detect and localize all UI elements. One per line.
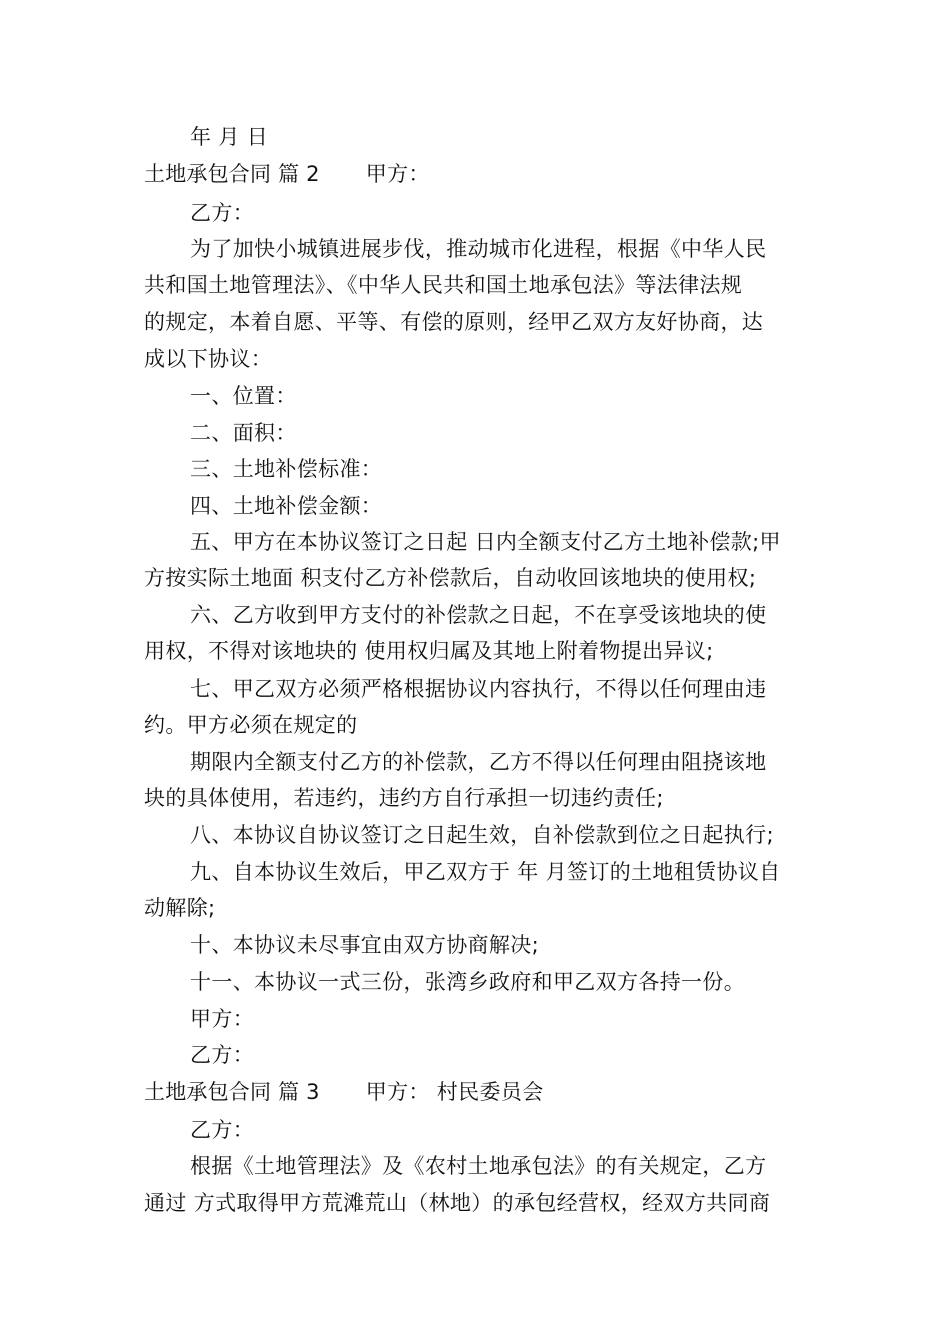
paragraph-line: 方按实际土地面 积支付乙方补偿款后，自动收回该地块的使用权; xyxy=(144,566,757,590)
paragraph-line: 约。甲方必须在规定的 xyxy=(144,713,358,737)
paragraph-line: 用权，不得对该地块的 使用权归属及其地上附着物提出异议; xyxy=(144,639,714,663)
section-title: 土地承包合同 篇 2 xyxy=(144,162,320,186)
signature-party-a: 甲方： xyxy=(190,1007,255,1031)
section-heading-3 xyxy=(144,1080,808,1104)
paragraph-line: 期限内全额支付乙方的补偿款，乙方不得以任何理由阻挠该地 xyxy=(190,750,767,774)
party-b-label: 乙方： xyxy=(190,201,255,225)
paragraph-line: 八、本协议自协议签订之日起生效，自补偿款到位之日起执行; xyxy=(190,823,774,847)
paragraph-line: 五、甲方在本协议签订之日起 日内全额支付乙方土地补偿款;甲 xyxy=(190,530,781,554)
paragraph-line: 块的具体使用，若违约，违约方自行承担一切违约责任; xyxy=(144,786,664,810)
section-title: 土地承包合同 篇 3 xyxy=(144,1080,320,1104)
paragraph-line: 成以下协议： xyxy=(144,347,273,371)
paragraph-line: 十一、本协议一式三份，张湾乡政府和甲乙双方各持一份。 xyxy=(190,970,746,994)
section-heading-2 xyxy=(144,162,808,186)
clause-amount: 四、土地补偿金额： xyxy=(190,494,383,518)
paragraph-line: 十、本协议未尽事宜由双方协商解决; xyxy=(190,933,540,957)
paragraph-line: 七、甲乙双方必须严格根据协议内容执行，不得以任何理由违 xyxy=(190,677,767,701)
clause-standard: 三、土地补偿标准： xyxy=(190,457,383,481)
paragraph-line: 通过 方式取得甲方荒滩荒山（林地）的承包经营权，经双方共同商 xyxy=(144,1191,771,1215)
paragraph-line: 动解除; xyxy=(144,896,216,920)
paragraph-line: 为了加快小城镇进展步伐，推动城市化进程，根据《中华人民 xyxy=(190,237,767,261)
party-b-label: 乙方： xyxy=(190,1118,255,1142)
date-line: 年 月 日 xyxy=(190,125,269,149)
paragraph-line: 根据《土地管理法》及《农村土地承包法》的有关规定，乙方 xyxy=(190,1154,767,1178)
paragraph-line: 共和国土地管理法》、《中华人民共和国土地承包法》等法律法规 xyxy=(144,273,743,297)
paragraph-line: 九、自本协议生效后，甲乙双方于 年 月签订的土地租赁协议自 xyxy=(190,860,781,884)
clause-location: 一、位置： xyxy=(190,384,297,408)
paragraph-line: 的规定，本着自愿、平等、有偿的原则，经甲乙双方友好协商，达 xyxy=(144,310,764,334)
clause-area: 二、面积： xyxy=(190,421,297,445)
party-a-label: 甲方： 村民委员会 xyxy=(365,1080,544,1104)
party-a-label: 甲方： xyxy=(365,162,430,186)
signature-party-b: 乙方： xyxy=(190,1043,255,1067)
paragraph-line: 六、乙方收到甲方支付的补偿款之日起，不在享受该地块的使 xyxy=(190,603,767,627)
